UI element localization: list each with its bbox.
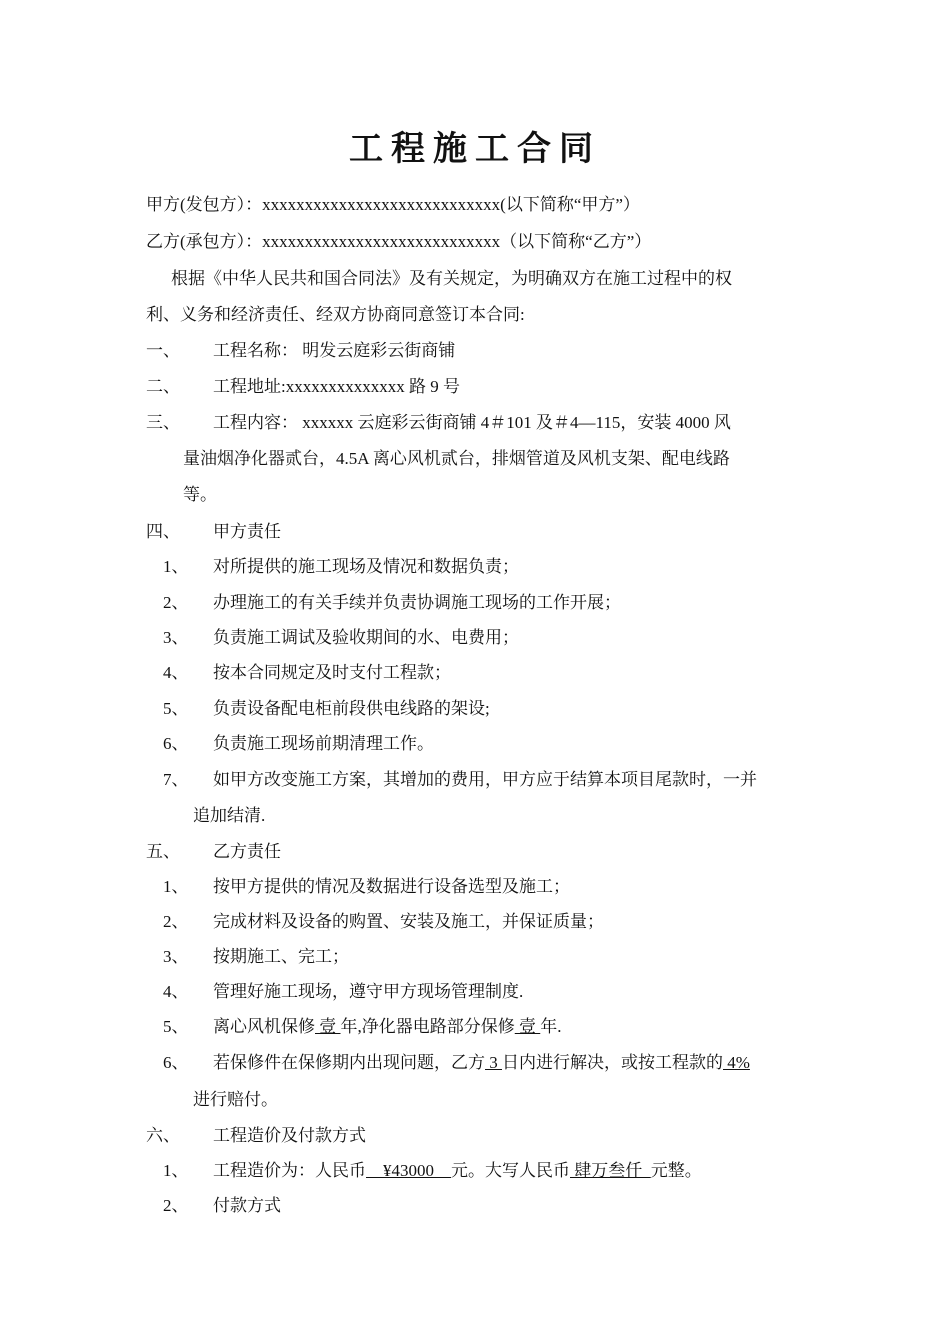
party-a-item-number: 7、 <box>163 770 189 789</box>
party-b-item-text: 完成材料及设备的购置、安装及施工，并保证质量； <box>213 912 604 931</box>
section-3-number: 三、 <box>146 413 180 432</box>
party-a-item-text: 对所提供的施工现场及情况和数据负责； <box>213 557 519 576</box>
section-3-content-line-1: 工程内容： xxxxxx 云庭彩云街商铺 4＃101 及＃4—115，安装 4000 风 <box>213 413 731 432</box>
party-a-item-text: 负责设备配电柜前段供电线路的架设; <box>213 699 490 718</box>
party-b-item-number: 3、 <box>163 947 189 966</box>
party-a-item-text: 负责施工现场前期清理工作。 <box>213 734 434 753</box>
section-1-number: 一、 <box>146 341 180 360</box>
section-2-number: 二、 <box>146 377 180 396</box>
party-b-item-number: 6、 <box>163 1053 189 1072</box>
price-item-number: 1、 <box>163 1161 189 1180</box>
party-b-line: 乙方(承包方）：xxxxxxxxxxxxxxxxxxxxxxxxxxxx（以下简称“乙方”） <box>146 232 652 251</box>
price-amount: ¥43000 <box>366 1161 451 1180</box>
payment-item-number: 2、 <box>163 1196 189 1215</box>
preamble-line-1: 根据《中华人民共和国合同法》及有关规定，为明确双方在施工过程中的权 <box>171 269 732 288</box>
warranty-clause <box>213 1016 562 1038</box>
section-5-number: 五、 <box>146 842 180 861</box>
section-5-heading: 乙方责任 <box>213 842 281 861</box>
party-a-item-text: 如甲方改变施工方案，其增加的费用，甲方应于结算本项目尾款时，一并 <box>213 770 757 789</box>
party-b-item-number: 2、 <box>163 912 189 931</box>
repair-clause-continued: 进行赔付。 <box>193 1090 278 1109</box>
purifier-warranty-years: 壹 <box>514 1017 541 1036</box>
section-6-heading: 工程造价及付款方式 <box>213 1126 366 1145</box>
warranty-text-b: 年,净化器电路部分保修 <box>340 1017 515 1036</box>
repair-days: 3 <box>485 1053 502 1072</box>
party-b-item-text: 管理好施工现场，遵守甲方现场管理制度. <box>213 982 524 1001</box>
price-text-b: 元。大写人民币 <box>451 1161 570 1180</box>
warranty-text-c: 年. <box>540 1017 562 1036</box>
repair-text-b: 日内进行解决，或按工程款的 <box>502 1053 723 1072</box>
fan-warranty-years: 壹 <box>315 1017 341 1036</box>
party-b-item-number: 4、 <box>163 982 189 1001</box>
party-b-item-number: 5、 <box>163 1017 189 1036</box>
repair-clause <box>213 1052 750 1074</box>
page-title: 工程施工合同 <box>349 131 601 168</box>
price-text-c: 元整。 <box>650 1161 702 1180</box>
party-a-line: 甲方(发包方）：xxxxxxxxxxxxxxxxxxxxxxxxxxxx(以下简称“甲方”） <box>146 195 640 214</box>
compensation-percent: 4% <box>723 1053 750 1072</box>
party-a-item-text: 办理施工的有关手续并负责协调施工现场的工作开展； <box>213 593 621 612</box>
price-clause <box>213 1160 702 1182</box>
party-b-item-text: 按甲方提供的情况及数据进行设备选型及施工； <box>213 877 570 896</box>
party-a-item-number: 4、 <box>163 663 189 682</box>
section-1-project-name: 工程名称： 明发云庭彩云街商铺 <box>213 341 456 360</box>
section-4-number: 四、 <box>146 522 180 541</box>
section-6-number: 六、 <box>146 1126 180 1145</box>
party-b-item-text: 按期施工、完工； <box>213 947 349 966</box>
party-a-item-text: 负责施工调试及验收期间的水、电费用； <box>213 628 519 647</box>
payment-method-heading: 付款方式 <box>213 1196 281 1215</box>
party-a-item-number: 1、 <box>163 557 189 576</box>
section-3-content-line-2: 量油烟净化器贰台，4.5A 离心风机贰台，排烟管道及风机支架、配电线路 <box>183 449 730 468</box>
price-text-a: 工程造价为：人民币 <box>213 1161 366 1180</box>
repair-text-a: 若保修件在保修期内出现问题，乙方 <box>213 1053 485 1072</box>
section-3-content-line-3: 等。 <box>183 485 217 504</box>
party-a-item-text: 按本合同规定及时支付工程款； <box>213 663 451 682</box>
party-a-item-number: 3、 <box>163 628 189 647</box>
party-a-item-text-continued: 追加结清. <box>193 806 266 825</box>
party-a-item-number: 2、 <box>163 593 189 612</box>
price-amount-words: 肆万叁仟 <box>570 1161 651 1180</box>
party-a-item-number: 5、 <box>163 699 189 718</box>
party-b-item-number: 1、 <box>163 877 189 896</box>
party-a-item-number: 6、 <box>163 734 189 753</box>
section-4-heading: 甲方责任 <box>213 522 281 541</box>
preamble-line-2: 利、义务和经济责任、经双方协商同意签订本合同: <box>146 305 525 324</box>
section-2-project-address: 工程地址:xxxxxxxxxxxxxx 路 9 号 <box>213 377 460 396</box>
warranty-text-a: 离心风机保修 <box>213 1017 315 1036</box>
